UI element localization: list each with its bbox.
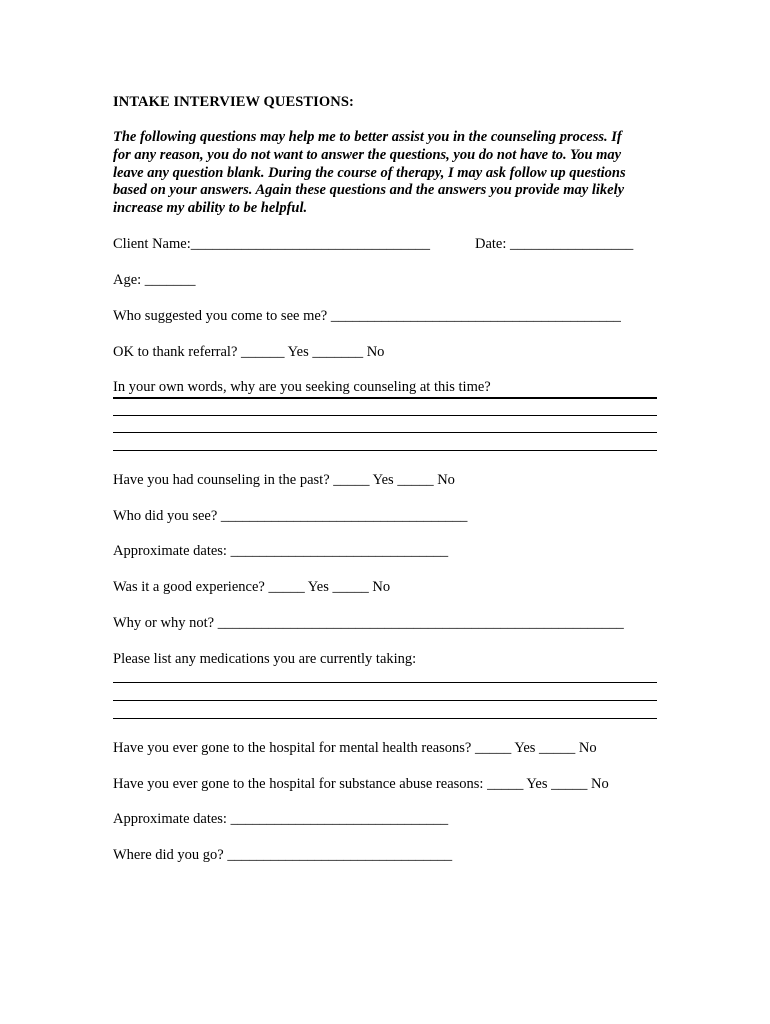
answer-line[interactable] (113, 700, 657, 701)
intro-line: for any reason, you do not want to answer the questions, you do not have to. You may (113, 146, 622, 163)
answer-line[interactable] (113, 450, 657, 451)
approximate-dates-field-2[interactable]: Approximate dates: ______________________________ (113, 811, 449, 827)
hospital-mental-health-field[interactable]: Have you ever gone to the hospital for mental health reasons? _____ Yes _____ No (113, 740, 597, 756)
approximate-dates-field[interactable]: Approximate dates: ______________________________ (113, 543, 449, 559)
date-field[interactable]: Date: _________________ (475, 236, 634, 252)
answer-line[interactable] (113, 718, 657, 719)
who-did-you-see-field[interactable]: Who did you see? __________________________________ (113, 508, 468, 524)
why-seeking-counseling-question: In your own words, why are you seeking counseling at this time? (113, 379, 491, 395)
form-title: INTAKE INTERVIEW QUESTIONS: (113, 94, 354, 110)
answer-line[interactable] (113, 682, 657, 683)
where-did-you-go-field[interactable]: Where did you go? _______________________________ (113, 847, 453, 863)
intro-line: The following questions may help me to better assist you in the counseling process. If (113, 129, 622, 145)
intro-line: leave any question blank. During the course of therapy, I may ask follow up questions (113, 164, 626, 181)
hospital-substance-abuse-field[interactable]: Have you ever gone to the hospital for substance abuse reasons: _____ Yes _____ No (113, 776, 609, 792)
good-experience-field[interactable]: Was it a good experience? _____ Yes _____ No (113, 579, 391, 595)
intro-paragraph (113, 129, 661, 218)
ok-to-thank-referral-field[interactable]: OK to thank referral? ______ Yes _______ No (113, 344, 385, 360)
answer-line[interactable] (113, 415, 657, 416)
intro-line: increase my ability to be helpful. (113, 200, 308, 217)
medications-question: Please list any medications you are currently taking: (113, 651, 417, 667)
why-or-why-not-field[interactable]: Why or why not? ________________________________________________________ (113, 615, 624, 631)
answer-line[interactable] (113, 432, 657, 433)
past-counseling-field[interactable]: Have you had counseling in the past? _____ Yes _____ No (113, 472, 455, 488)
intro-line: based on your answers. Again these questions and the answers you provide may likely (113, 182, 625, 199)
who-suggested-field[interactable]: Who suggested you come to see me? ________________________________________ (113, 308, 621, 324)
age-field[interactable]: Age: _______ (113, 272, 196, 288)
client-name-field[interactable]: Client Name:_________________________________ (113, 236, 430, 252)
answer-line[interactable] (113, 397, 657, 399)
